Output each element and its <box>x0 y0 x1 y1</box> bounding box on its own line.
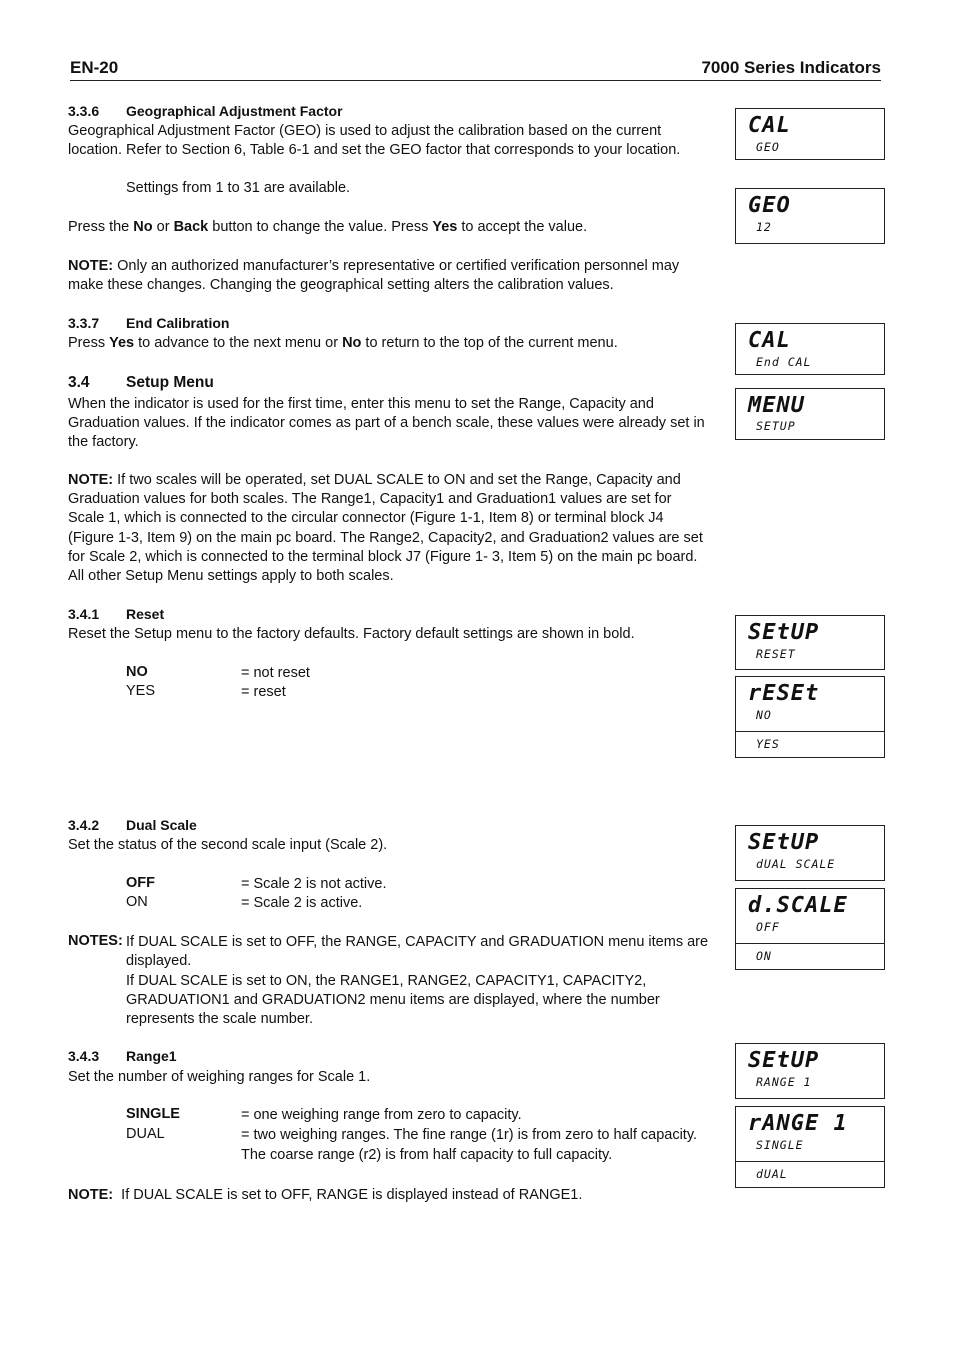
section-heading-3-4-3: 3.4.3 Range1 <box>68 1048 177 1064</box>
lcd-display: GEO 12 <box>735 188 885 244</box>
lcd-option-row: YES <box>735 732 885 758</box>
section-heading-3-4: 3.4 Setup Menu <box>68 374 214 391</box>
section-heading-3-3-6: 3.3.6 Geographical Adjustment Factor <box>68 103 343 119</box>
lcd-display: rANGE 1 SINGLE <box>735 1106 885 1162</box>
lcd-display: MENU SETUP <box>735 388 885 440</box>
range1-description: Set the number of weighing ranges for Scale 1. <box>68 1069 371 1085</box>
lcd-display: CAL End CAL <box>735 323 885 375</box>
reset-description: Reset the Setup menu to the factory defaults. Factory default settings are shown in bold. <box>68 626 635 642</box>
geo-description: Geographical Adjustment Factor (GEO) is used to adjust the calibration based on the current location. Refer to Section 6, Table 6-1 and set the GEO factor that corresponds to your location. <box>68 123 681 159</box>
option-value: = reset <box>241 684 286 700</box>
lcd-display: SEtUP RANGE 1 <box>735 1043 885 1099</box>
notes-label: NOTES: <box>68 933 123 949</box>
setup-menu-note: NOTE: If two scales will be operated, set DUAL SCALE to ON and set the Range, Capacity and Graduation values for both scales. The Range1, Capacity1 and Graduation1 values are set for Scale 1, which is connected to the circular connector (Figure 1-1, Item 8) or terminal block J4 (Figure 1-3, Item 9) on the main pc board. The Range2, Capacity2, and Graduation2 values are set for Scale 2, which is connected to the terminal block J7 (Figure 1- 3, Item 5) on the main pc board. All other Setup Menu settings apply to both scales. <box>68 472 703 585</box>
option-key: ON <box>126 894 148 910</box>
dual-scale-note-1: If DUAL SCALE is set to OFF, the RANGE, CAPACITY and GRADUATION menu items are displayed. <box>126 934 709 970</box>
page-header <box>70 58 881 81</box>
lcd-display: d.SCALE OFF <box>735 888 885 944</box>
option-value: = two weighing ranges. The fine range (1r) is from zero to half capacity. The coarse range (r2) is from half capacity to full capacity. <box>241 1127 698 1163</box>
geo-instructions: Press the No or Back button to change the value. Press Yes to accept the value. <box>68 219 588 235</box>
option-value: = not reset <box>241 665 310 681</box>
section-heading-3-3-7: 3.3.7 End Calibration <box>68 315 230 331</box>
lcd-display: CAL GEO <box>735 108 885 160</box>
lcd-option-row: dUAL <box>735 1162 885 1188</box>
lcd-option-row: ON <box>735 944 885 970</box>
dual-scale-description: Set the status of the second scale input (Scale 2). <box>68 837 388 853</box>
option-key: DUAL <box>126 1126 165 1142</box>
option-key: YES <box>126 683 156 699</box>
page-number: EN-20 <box>70 58 119 77</box>
dual-scale-note-2: If DUAL SCALE is set to ON, the RANGE1, RANGE2, CAPACITY1, CAPACITY2, GRADUATION1 and GRADUATION2 menu items are displayed, where the number represents the scale number. <box>126 973 660 1028</box>
option-key: OFF <box>126 875 155 891</box>
setup-menu-description: When the indicator is used for the first time, enter this menu to set the Range, Capacity and Graduation values. If the indicator comes as part of a bench scale, these values were already set in the factory. <box>68 396 705 451</box>
lcd-display: SEtUP RESET <box>735 615 885 670</box>
section-heading-3-4-2: 3.4.2 Dual Scale <box>68 817 197 833</box>
option-value: = Scale 2 is active. <box>241 895 363 911</box>
document-title: 7000 Series Indicators <box>701 58 881 77</box>
option-value: = Scale 2 is not active. <box>241 876 387 892</box>
lcd-display: rESEt NO <box>735 676 885 732</box>
geo-settings-range: Settings from 1 to 31 are available. <box>126 180 351 196</box>
option-key: NO <box>126 664 148 680</box>
option-key: SINGLE <box>126 1106 180 1122</box>
range1-note: NOTE: If DUAL SCALE is set to OFF, RANGE is displayed instead of RANGE1. <box>68 1187 583 1203</box>
option-value: = one weighing range from zero to capacity. <box>241 1107 522 1123</box>
lcd-display: SEtUP dUAL SCALE <box>735 825 885 881</box>
section-heading-3-4-1: 3.4.1 Reset <box>68 606 165 622</box>
end-cal-instructions: Press Yes to advance to the next menu or No to return to the top of the current menu. <box>68 335 618 351</box>
geo-note: NOTE: Only an authorized manufacturer’s representative or certified verification personnel may make these changes. Changing the geographical setting alters the calibration values. <box>68 258 680 294</box>
